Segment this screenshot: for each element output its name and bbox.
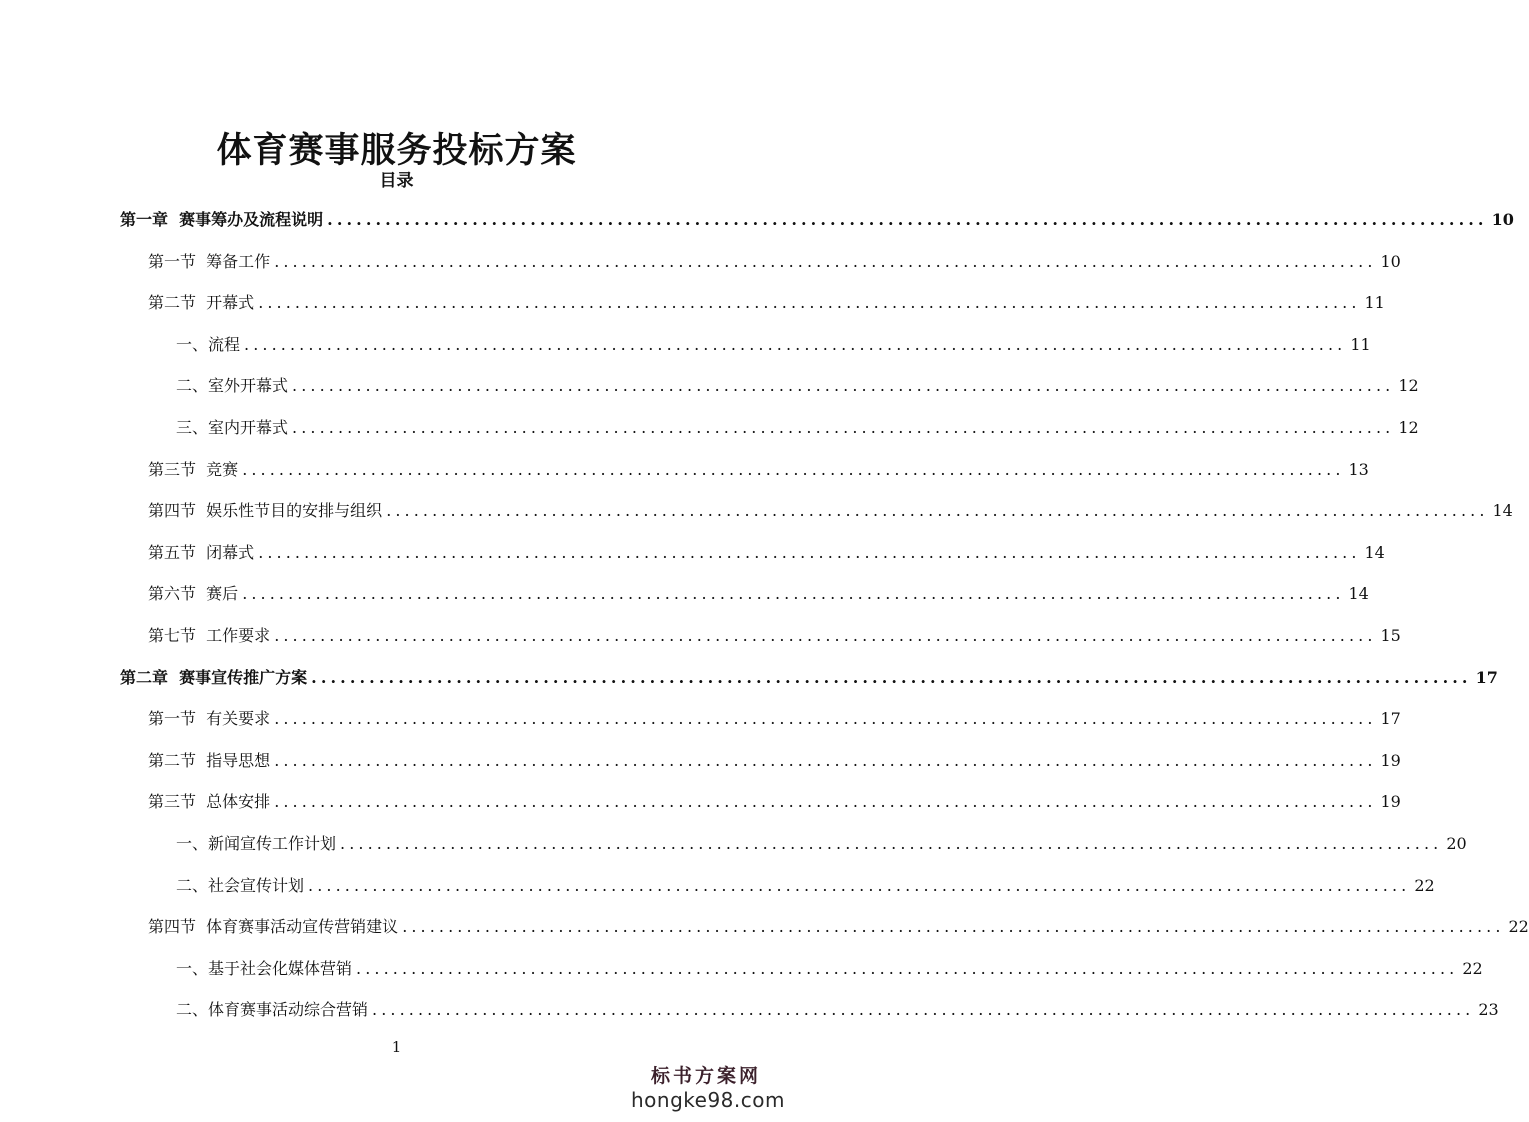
toc-entry-label: 二、体育赛事活动综合营销 — [176, 1000, 369, 1019]
toc-entry-page: 12 — [1398, 418, 1419, 437]
toc-subsection-entry[interactable] — [176, 332, 1371, 358]
toc-entry-label: 三、室内开幕式 — [176, 418, 289, 437]
toc-dot-leader: ........................................................................................................................ — [244, 335, 1347, 354]
toc-entry-page: 22 — [1508, 917, 1529, 936]
toc-section-entry[interactable] — [148, 540, 1385, 566]
toc-section-entry[interactable] — [148, 914, 1529, 940]
toc-entry-page: 22 — [1414, 876, 1435, 895]
toc-chapter-entry[interactable] — [120, 207, 1514, 233]
toc-entry-label: 第三节 竞赛 — [148, 460, 239, 479]
toc-entry-page: 23 — [1478, 1000, 1499, 1019]
toc-dot-leader: ........................................................................................................................ — [292, 376, 1395, 395]
toc-section-entry[interactable] — [148, 789, 1401, 815]
toc-dot-leader: ........................................................................................................................ — [242, 584, 1345, 603]
toc-entry-label: 第七节 工作要求 — [148, 626, 271, 645]
toc-section-entry[interactable] — [148, 706, 1401, 732]
toc-subsection-entry[interactable] — [176, 956, 1483, 982]
toc-dot-leader: ........................................................................................................................ — [402, 917, 1505, 936]
toc-dot-leader: ........................................................................................................................ — [292, 418, 1395, 437]
toc-entry-page: 14 — [1364, 543, 1385, 562]
toc-section-entry[interactable] — [148, 581, 1369, 607]
toc-entry-label: 第六节 赛后 — [148, 584, 239, 603]
toc-dot-leader: ........................................................................................................................ — [258, 543, 1361, 562]
watermark-logo — [631, 1064, 785, 1112]
toc-entry-label: 第二节 指导思想 — [148, 751, 271, 770]
toc-dot-leader: ........................................................................................................................ — [274, 709, 1377, 728]
toc-entry-label: 一、新闻宣传工作计划 — [176, 834, 337, 853]
toc-entry-page: 14 — [1348, 584, 1369, 603]
toc-entry-label: 第五节 闭幕式 — [148, 543, 255, 562]
toc-entry-label: 第一章 赛事筹办及流程说明 — [120, 210, 324, 229]
toc-entry-page: 10 — [1380, 252, 1401, 271]
document-title: 体育赛事服务投标方案 — [216, 130, 577, 172]
toc-entry-page: 19 — [1380, 792, 1401, 811]
toc-dot-leader: ........................................................................................................................ — [311, 668, 1472, 687]
toc-subsection-entry[interactable] — [176, 373, 1419, 399]
toc-dot-leader: ........................................................................................................................ — [274, 626, 1377, 645]
toc-entry-page: 12 — [1398, 376, 1419, 395]
toc-entry-label: 第一节 有关要求 — [148, 709, 271, 728]
toc-dot-leader: ........................................................................................................................ — [274, 751, 1377, 770]
toc-heading: 目录 — [379, 171, 414, 191]
toc-entry-page: 22 — [1462, 959, 1483, 978]
page-number: 1 — [391, 1038, 402, 1056]
toc-subsection-entry[interactable] — [176, 997, 1499, 1023]
toc-entry-label: 二、社会宣传计划 — [176, 876, 305, 895]
toc-dot-leader: ........................................................................................................................ — [356, 959, 1459, 978]
toc-entry-page: 11 — [1364, 293, 1385, 312]
toc-section-entry[interactable] — [148, 498, 1513, 524]
toc-dot-leader: ........................................................................................................................ — [372, 1000, 1475, 1019]
toc-section-entry[interactable] — [148, 290, 1385, 316]
toc-entry-label: 一、基于社会化媒体营销 — [176, 959, 353, 978]
toc-entry-label: 第四节 体育赛事活动宣传营销建议 — [148, 917, 399, 936]
toc-entry-page: 17 — [1380, 709, 1401, 728]
toc-subsection-entry[interactable] — [176, 873, 1435, 899]
toc-section-entry[interactable] — [148, 748, 1401, 774]
toc-entry-label: 第三节 总体安排 — [148, 792, 271, 811]
toc-subsection-entry[interactable] — [176, 831, 1467, 857]
toc-entry-label: 第一节 筹备工作 — [148, 252, 271, 271]
toc-entry-page: 10 — [1491, 210, 1514, 229]
toc-subsection-entry[interactable] — [176, 415, 1419, 441]
toc-dot-leader: ........................................................................................................................ — [340, 834, 1443, 853]
toc-entry-page: 15 — [1380, 626, 1401, 645]
toc-entry-label: 二、室外开幕式 — [176, 376, 289, 395]
watermark-url: hongke98.com — [631, 1088, 785, 1112]
toc-chapter-entry[interactable] — [120, 665, 1498, 691]
toc-dot-leader: ........................................................................................................................ — [308, 876, 1411, 895]
toc-entry-label: 第四节 娱乐性节目的安排与组织 — [148, 501, 383, 520]
toc-entry-page: 14 — [1492, 501, 1513, 520]
toc-entry-page: 19 — [1380, 751, 1401, 770]
toc-section-entry[interactable] — [148, 623, 1401, 649]
toc-entry-page: 17 — [1475, 668, 1498, 687]
toc-section-entry[interactable] — [148, 457, 1369, 483]
toc-entry-page: 20 — [1446, 834, 1467, 853]
toc-entry-label: 一、流程 — [176, 335, 241, 354]
watermark-site-name: 标书方案网 — [650, 1065, 761, 1087]
toc-dot-leader: ........................................................................................................................ — [242, 460, 1345, 479]
toc-entry-page: 13 — [1348, 460, 1369, 479]
toc-dot-leader: ........................................................................................................................ — [274, 792, 1377, 811]
toc-entry-label: 第二章 赛事宣传推广方案 — [120, 668, 308, 687]
toc-dot-leader: ........................................................................................................................ — [258, 293, 1361, 312]
toc-entry-label: 第二节 开幕式 — [148, 293, 255, 312]
toc-dot-leader: ........................................................................................................................ — [386, 501, 1489, 520]
toc-entry-page: 11 — [1350, 335, 1371, 354]
toc-dot-leader: ........................................................................................................................ — [274, 252, 1377, 271]
toc-section-entry[interactable] — [148, 249, 1401, 275]
toc-dot-leader: ........................................................................................................................ — [327, 210, 1488, 229]
